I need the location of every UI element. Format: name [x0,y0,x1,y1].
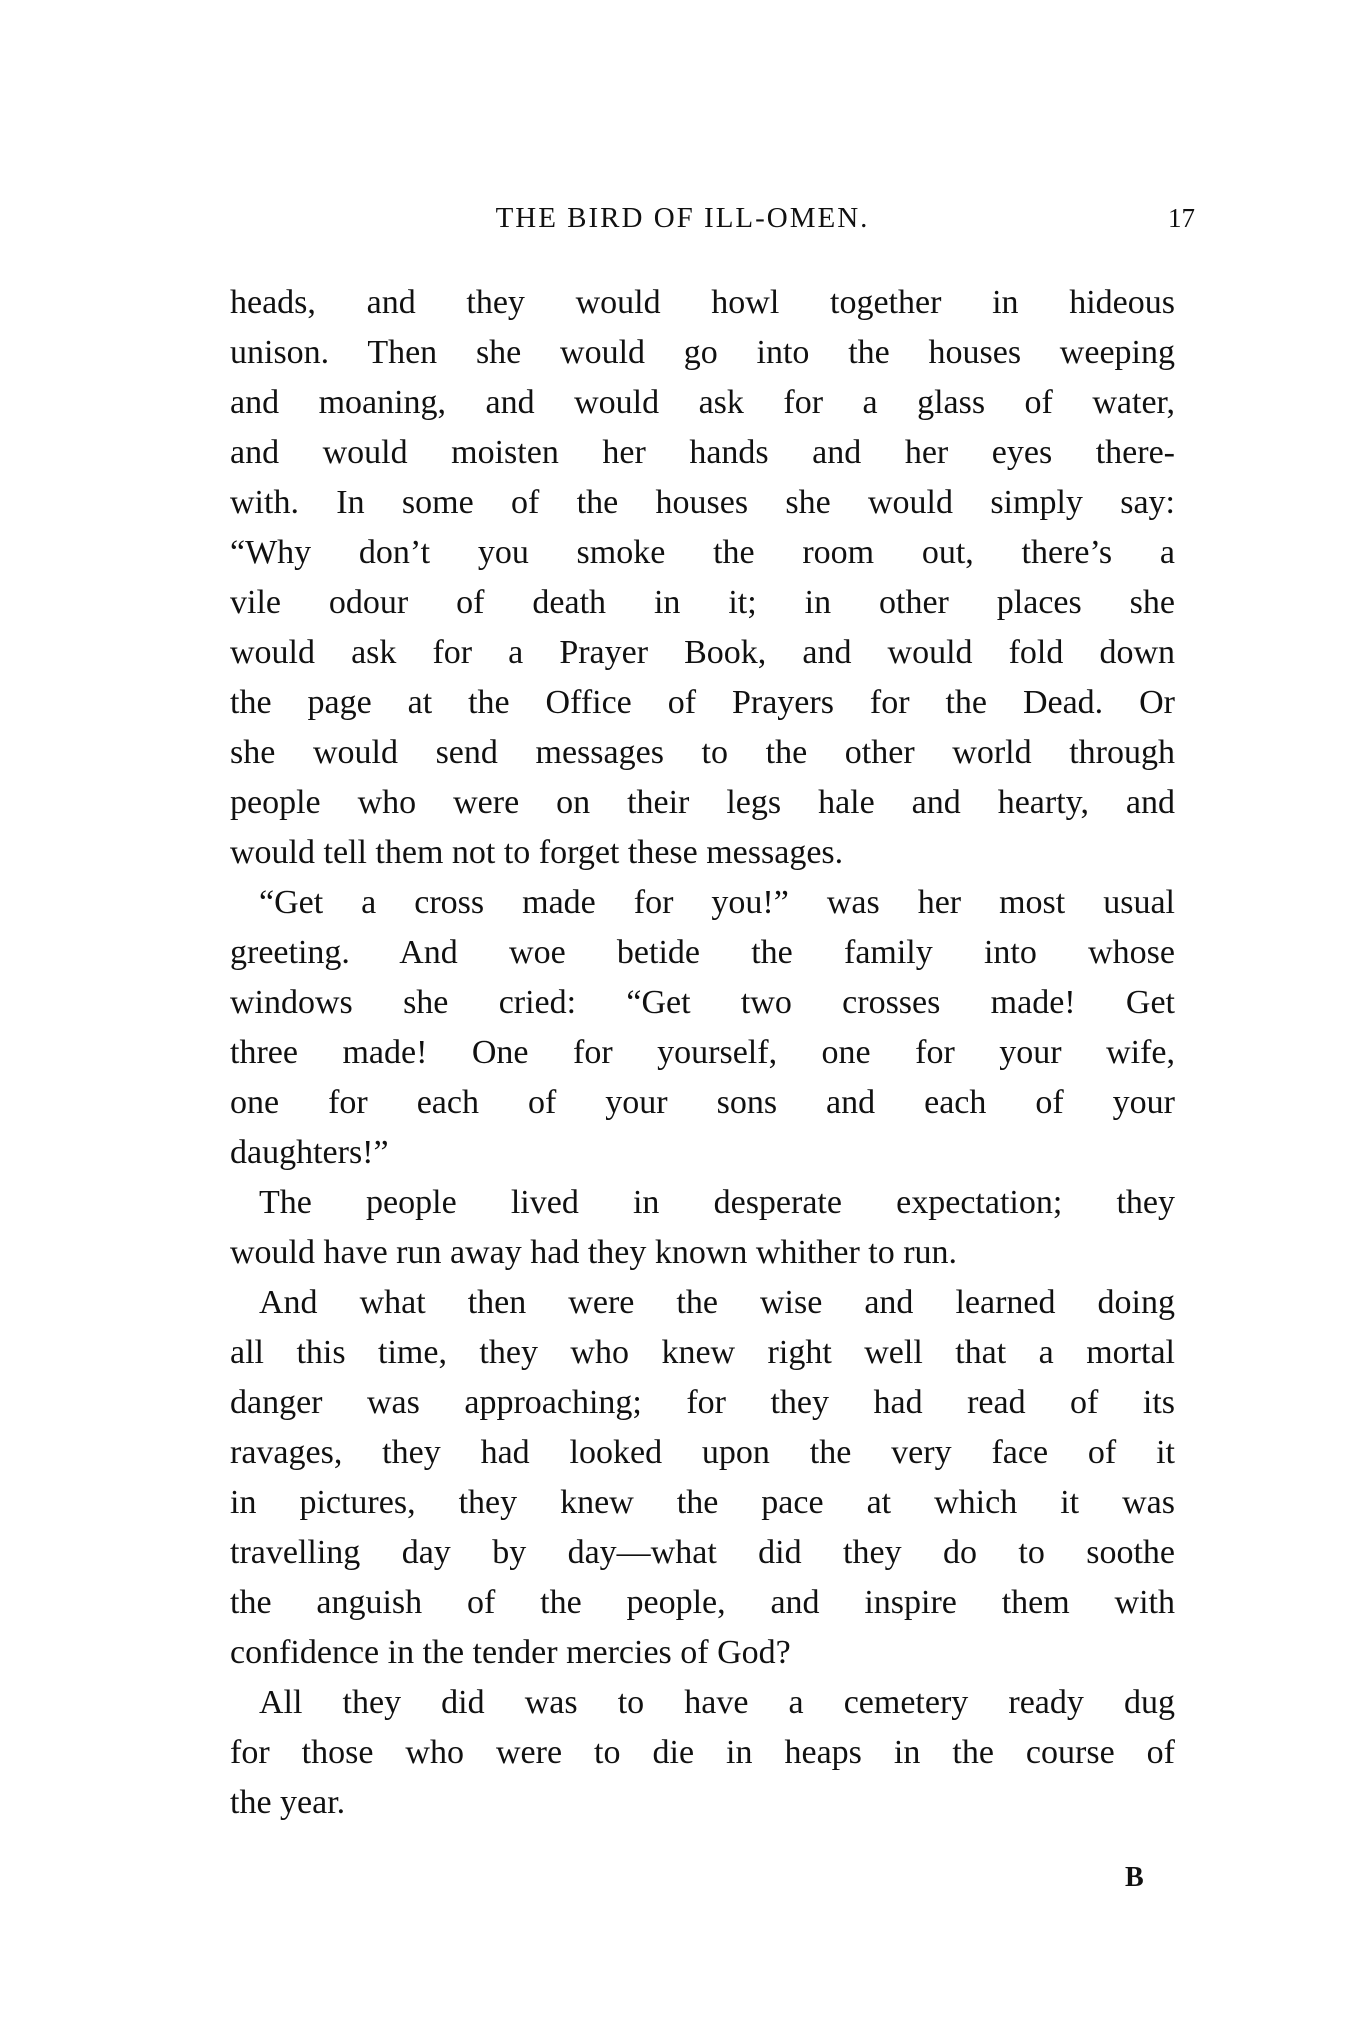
text-line: “Why don’t you smoke the room out, there’s a [230,534,1175,571]
text-line: ravages, they had looked upon the very face of it [230,1434,1175,1471]
text-line: travelling day by day—what did they do to soothe [230,1534,1175,1571]
running-title: THE BIRD OF ILL-OMEN. [495,202,870,234]
text-line: with. In some of the houses she would simply say: [230,484,1175,521]
text-line: heads, and they would howl together in hideous [230,284,1175,321]
text-line: people who were on their legs hale and hearty, and [230,784,1175,821]
text-line: the page at the Office of Prayers for the Dead. Or [230,684,1175,721]
text-line: in pictures, they knew the pace at which it was [230,1484,1175,1521]
page-number: 17 [1168,203,1195,233]
text-line: would tell them not to forget these messages. [230,834,844,871]
text-line: one for each of your sons and each of your [230,1084,1175,1121]
text-line: And what then were the wise and learned doing [259,1284,1175,1321]
text-line: vile odour of death in it; in other places she [230,584,1175,621]
text-line: would have run away had they known whither to run. [230,1234,958,1271]
text-line: danger was approaching; for they had read of its [230,1384,1175,1421]
text-line: windows she cried: “Get two crosses made! Get [230,984,1175,1021]
text-line: and would moisten her hands and her eyes there- [230,434,1175,471]
text-line: the anguish of the people, and inspire them with [230,1584,1175,1621]
text-line: the year. [230,1784,346,1821]
text-line: daughters!” [230,1134,389,1171]
body-text [230,278,1175,1828]
text-line: greeting. And woe betide the family into whose [230,934,1175,971]
text-line: unison. Then she would go into the houses weeping [230,334,1175,371]
signature-mark: B [1125,1862,1144,1893]
text-line: confidence in the tender mercies of God? [230,1634,791,1671]
text-line: she would send messages to the other world through [230,734,1175,771]
text-line: and moaning, and would ask for a glass of water, [230,384,1175,421]
text-line: all this time, they who knew right well that a mortal [230,1334,1175,1371]
page-header [230,196,1195,240]
text-line: “Get a cross made for you!” was her most usual [259,884,1175,921]
text-line: All they did was to have a cemetery ready dug [259,1684,1175,1721]
text-line: The people lived in desperate expectation; they [259,1184,1175,1221]
text-line: three made! One for yourself, one for your wife, [230,1034,1175,1071]
text-line: would ask for a Prayer Book, and would fold down [230,634,1175,671]
text-line: for those who were to die in heaps in the course of [230,1734,1175,1771]
